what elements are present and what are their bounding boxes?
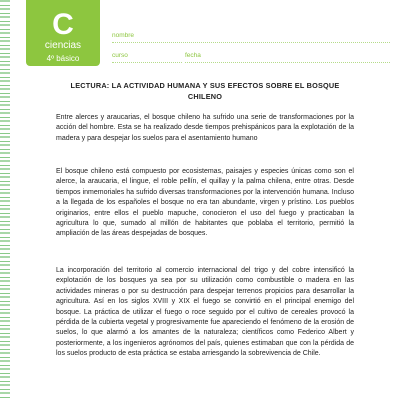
name-field[interactable] [112,42,390,43]
course-label: curso [112,52,128,59]
subject-name: ciencias [44,40,82,51]
course-field[interactable] [112,62,182,63]
paragraph-3: La incorporación del territorio al comercio internacional del trigo y del cobre intensificó la explotación de los bosques ya sea por su utilización como combustible o madera en las actividades mineras o por su destrucción para despejar terrenos propicios para desarrollar la agricultura. Así en los siglos XVIII y XIX el fuego se convirtió en el principal enemigo del bosque. La práctica de utilizar el fuego o roce seguido por el cultivo de cereales provocó la pérdida de la cubierta vegetal y progresivamente fue apareciendo el fenómeno de la erosión de suelos, lo que alarmó a los amantes de la naturaleza; científicos como Federico Albert y posteriormente, a los ingenieros agrónomos del país, quienes estimaban que con la pérdida de los suelos producto de esta práctica se estaba arriesgando la sobrevivencia de Chile. [56,267,354,358]
document-title: LECTURA: LA ACTIVIDAD HUMANA Y SUS EFECTOS SOBRE EL BOSQUE CHILENO [70,81,340,101]
paragraph-1: Entre alerces y araucarias, el bosque chileno ha sufrido una serie de transformaciones por la acción del hombre. Esta se ha realizado desde tiempos prehispánicos para la explotación de la madera y para despejar los suelos para el asentamiento humano [56,114,354,142]
grade-label: 4º básico [46,54,80,63]
date-label: fecha [185,52,201,59]
name-label: nombre [112,32,135,39]
date-field[interactable] [185,62,390,63]
subject-letter: C [52,8,74,41]
subject-tab [26,0,100,66]
paragraph-2: El bosque chileno está compuesto por ecosistemas, paisajes y especies únicas como son el alerce, la araucaria, el lingue, el roble pellín, el quillay y la palma chilena, entre otras. Desde tiempos inmemoriales ha sufrido diversas transformaciones por la intervención humana. Incluso a la llegada de los españoles el bosque no era tan abundante, virgen y prístino. Los pueblos originarios, entre ellos el pueblo mapuche, conocieron el uso del fuego y practicaban la agricultura lo que, sumado al millón de habitantes que poblaba el territorio, permitió la ampliación de las áreas despejadas de bosques. [56,168,354,238]
decorative-left-border [0,0,10,400]
